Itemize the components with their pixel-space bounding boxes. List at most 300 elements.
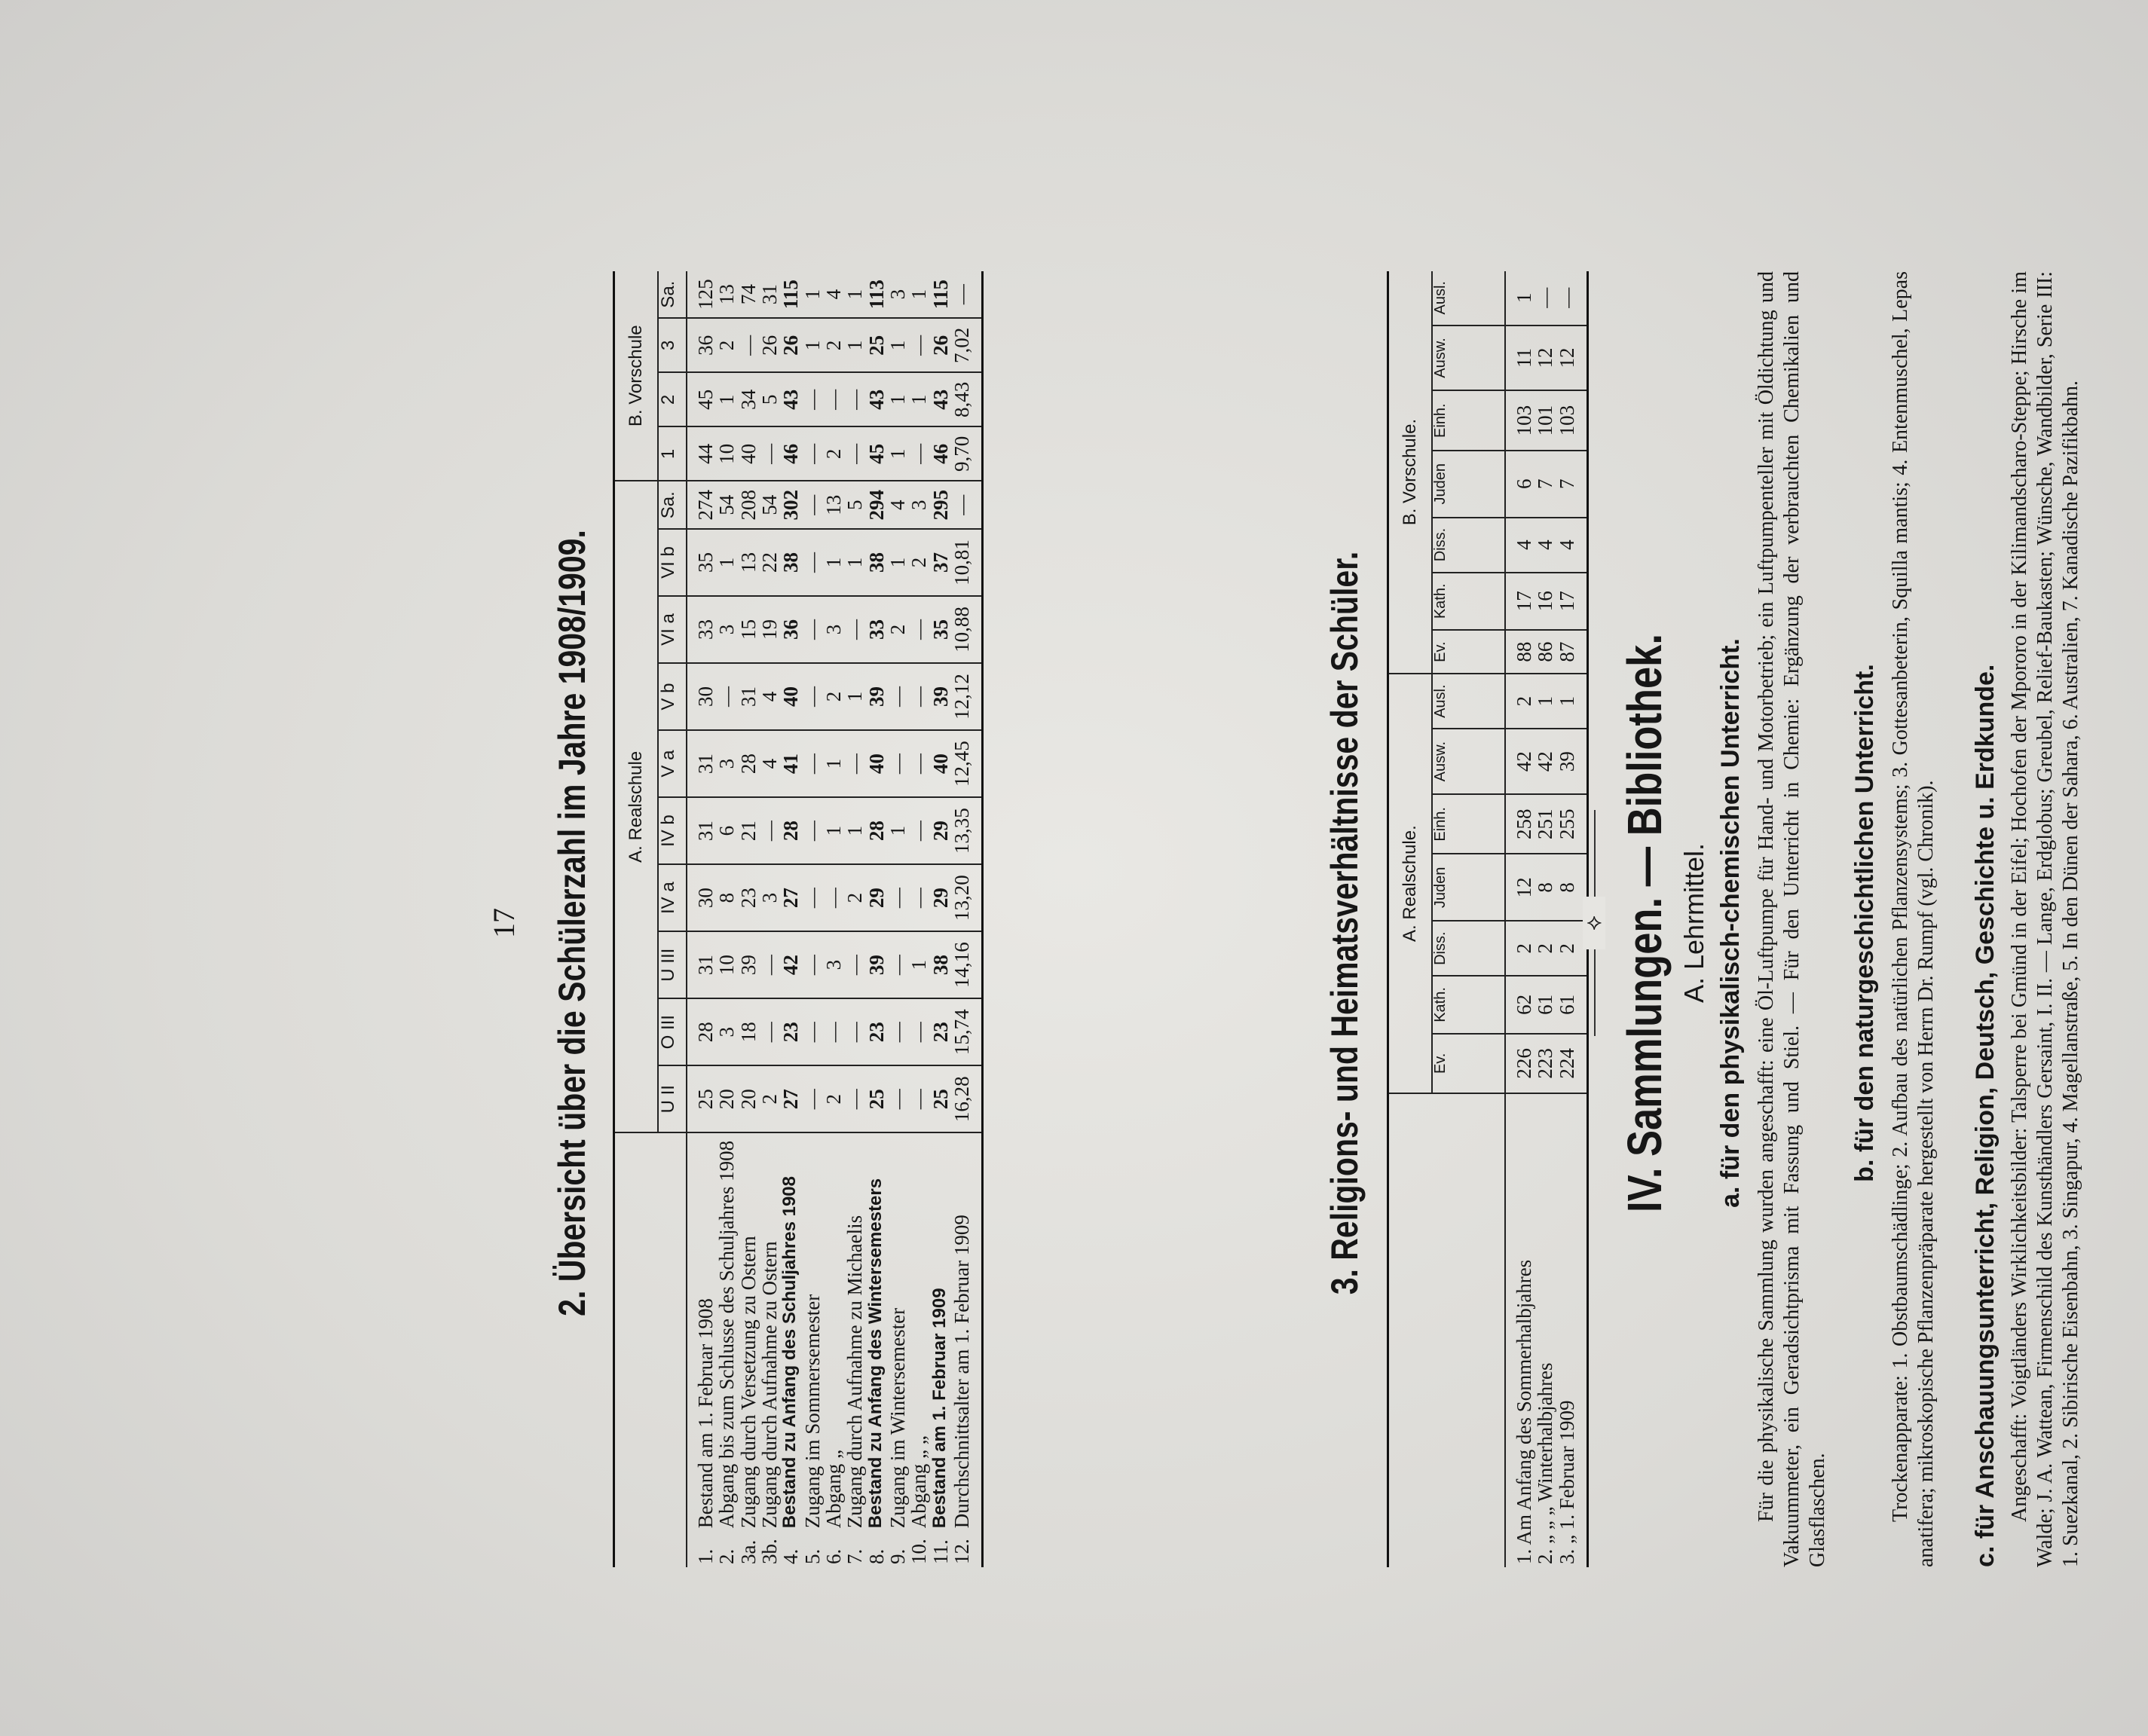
table-cell: — bbox=[823, 372, 844, 426]
table-cell: 15 bbox=[738, 596, 759, 663]
table-cell: 43 bbox=[780, 372, 801, 426]
table-cell: — bbox=[844, 1065, 865, 1132]
table-cell: 115 bbox=[780, 271, 801, 318]
column-header: Ausw. bbox=[1432, 326, 1505, 391]
row-label: Abgang bis zum Schlusse des Schuljahres 1908 bbox=[715, 1140, 739, 1529]
table-cell: — bbox=[908, 426, 929, 481]
table-cell: 3 bbox=[716, 730, 737, 797]
table-row bbox=[930, 271, 951, 1567]
table-cell: 74 bbox=[738, 271, 759, 318]
column-header: Ausl. bbox=[1432, 271, 1505, 326]
row-number: 1. bbox=[694, 1548, 717, 1564]
table-cell: 7 bbox=[1556, 451, 1588, 518]
table-cell: 39 bbox=[1556, 729, 1588, 794]
table-cell: — bbox=[759, 998, 780, 1065]
table-cell: 23 bbox=[738, 864, 759, 931]
table1-label-header bbox=[614, 1132, 687, 1567]
table-cell: — bbox=[802, 998, 823, 1065]
table-cell: 294 bbox=[866, 481, 887, 529]
section-title: IV. Sammlungen. — Bibliothek. bbox=[1617, 634, 1672, 1212]
table-cell: 23 bbox=[866, 998, 887, 1065]
row-label: Durchschnittsalter am 1. Februar 1909 bbox=[950, 1215, 974, 1529]
table-cell: 25 bbox=[866, 318, 887, 372]
column-header: VI b bbox=[658, 529, 687, 596]
table-cell: 35 bbox=[687, 529, 716, 596]
table-row bbox=[887, 271, 908, 1567]
table-cell: 4 bbox=[1535, 518, 1556, 573]
table-cell: 2 bbox=[844, 864, 865, 931]
column-header: Ev. bbox=[1432, 1034, 1505, 1093]
table-cell: 1 bbox=[844, 663, 865, 730]
ornament-icon: ⟡ bbox=[1583, 897, 1605, 949]
table1-title: 2. Übersicht über die Schülerzahl im Jahre 1908/1909. bbox=[551, 530, 593, 1316]
row-label: Bestand zu Anfang des Wintersemesters bbox=[864, 1178, 886, 1529]
column-header: Einh. bbox=[1432, 391, 1505, 451]
table-cell: 28 bbox=[866, 797, 887, 864]
table-cell: 115 bbox=[930, 271, 951, 318]
table-cell: 5 bbox=[844, 481, 865, 529]
table-cell: 40 bbox=[930, 730, 951, 797]
table-cell: 2 bbox=[1556, 921, 1588, 976]
table-cell: 4 bbox=[887, 481, 908, 529]
column-header: V b bbox=[658, 663, 687, 730]
row-number: 8. bbox=[864, 1548, 888, 1564]
row-label: 2. „ „ „ Winterhalbjahres bbox=[1534, 1362, 1557, 1564]
table-cell: — bbox=[844, 730, 865, 797]
table-cell: 2 bbox=[823, 1065, 844, 1132]
table-cell: 1 bbox=[1556, 674, 1588, 729]
row-label: Abgang „ bbox=[822, 1450, 846, 1529]
column-header: IV a bbox=[658, 864, 687, 931]
table-cell: 39 bbox=[866, 931, 887, 998]
table-cell: — bbox=[802, 663, 823, 730]
row-label: 3. „ 1. Februar 1909 bbox=[1555, 1400, 1578, 1564]
table-cell: 30 bbox=[687, 864, 716, 931]
table-cell: 1 bbox=[844, 318, 865, 372]
table-cell: 33 bbox=[866, 596, 887, 663]
table-cell: — bbox=[802, 529, 823, 596]
table-row bbox=[802, 271, 823, 1567]
table-cell: — bbox=[951, 481, 983, 529]
column-header: Kath. bbox=[1432, 976, 1505, 1034]
table-cell: — bbox=[908, 797, 929, 864]
row-label: Zugang durch Aufnahme zu Michaelis bbox=[843, 1215, 867, 1529]
table2-group-a-header: A. Realschule. bbox=[1388, 674, 1433, 1093]
table-cell: — bbox=[802, 372, 823, 426]
table-cell: 10,81 bbox=[951, 529, 983, 596]
table-cell: — bbox=[802, 797, 823, 864]
table-cell: 2 bbox=[1505, 674, 1535, 729]
table-cell: 39 bbox=[930, 663, 951, 730]
table-cell: 1 bbox=[908, 931, 929, 998]
table-cell: 28 bbox=[780, 797, 801, 864]
table-cell: 1 bbox=[887, 318, 908, 372]
column-header: VI a bbox=[658, 596, 687, 663]
table-cell: 1 bbox=[908, 271, 929, 318]
row-number: 9. bbox=[886, 1548, 910, 1564]
table-cell: — bbox=[802, 481, 823, 529]
table-cell: 1 bbox=[844, 797, 865, 864]
table-cell: 23 bbox=[930, 998, 951, 1065]
table-cell: 255 bbox=[1556, 794, 1588, 854]
table-cell: — bbox=[759, 426, 780, 481]
table-cell: — bbox=[908, 1065, 929, 1132]
table-row bbox=[780, 271, 801, 1567]
table-cell: 46 bbox=[930, 426, 951, 481]
table-cell: — bbox=[802, 596, 823, 663]
column-header: 3 bbox=[658, 318, 687, 372]
table-cell: 13 bbox=[823, 481, 844, 529]
table-cell: 2 bbox=[716, 318, 737, 372]
table-cell: 113 bbox=[866, 271, 887, 318]
table-cell: 88 bbox=[1505, 630, 1535, 674]
table-cell: — bbox=[908, 596, 929, 663]
table-cell: 37 bbox=[930, 529, 951, 596]
column-header: Ev. bbox=[1432, 630, 1505, 674]
table-cell: 42 bbox=[1505, 729, 1535, 794]
table-cell: 2 bbox=[823, 663, 844, 730]
table-cell: 38 bbox=[780, 529, 801, 596]
table-cell: 4 bbox=[823, 271, 844, 318]
table-cell: 13,35 bbox=[951, 797, 983, 864]
table-cell: — bbox=[844, 426, 865, 481]
table-cell: 1 bbox=[887, 529, 908, 596]
table-cell: 20 bbox=[738, 1065, 759, 1132]
paragraph-natural-history: Trockenapparate: 1. Obstbaumschädlinge; 2. Aufbau des natürlichen Pflanzensystems; 3. Gottesanbeterin, Squilla mantis; 4. Entenmuschel, Lepas anatifera; mikroskopische Pflanzenpräparate hergestellt von Herrn Dr. Rumpf (vgl. Chronik). bbox=[1889, 271, 1938, 1567]
table-cell: 36 bbox=[780, 596, 801, 663]
column-header: U II bbox=[658, 1065, 687, 1132]
table-cell: 1 bbox=[716, 372, 737, 426]
table-cell: 27 bbox=[780, 864, 801, 931]
heading-visual-instruction: c. für Anschauungsunterricht, Religion, Deutsch, Geschichte u. Erdkunde. bbox=[1971, 664, 2000, 1567]
table-cell: 11 bbox=[1505, 326, 1535, 391]
column-header: Diss. bbox=[1432, 518, 1505, 573]
table-cell: — bbox=[844, 596, 865, 663]
table-cell: 101 bbox=[1535, 391, 1556, 451]
table-cell: 103 bbox=[1556, 391, 1588, 451]
table-cell: 3 bbox=[716, 998, 737, 1065]
table-cell: — bbox=[951, 271, 983, 318]
paragraph-physics-chemistry: Für die physikalische Sammlung wurden angeschafft: eine Öl-Luftpumpe für Hand- und Motorbetrieb; ein Luftpumpenteller mit Öldichtung und Vakuummeter, ein Geradsichtprisma mit Fassung und Stiel. — Für den Unterricht in Chemie: Ergänzung der verbrauchten Chemikalien und Glasflaschen. bbox=[1755, 271, 1829, 1567]
table-cell: 17 bbox=[1505, 573, 1535, 631]
table-cell: 13 bbox=[738, 529, 759, 596]
row-label: Bestand am 1. Februar 1908 bbox=[694, 1298, 717, 1529]
table-row bbox=[866, 271, 887, 1567]
table-row bbox=[716, 271, 737, 1567]
table-cell: 25 bbox=[866, 1065, 887, 1132]
table-cell: 2 bbox=[823, 318, 844, 372]
table-cell: 12,12 bbox=[951, 663, 983, 730]
table-cell: 29 bbox=[930, 864, 951, 931]
table-cell: 208 bbox=[738, 481, 759, 529]
table-cell: 29 bbox=[866, 864, 887, 931]
table-cell: 26 bbox=[780, 318, 801, 372]
page-number: 17 bbox=[487, 908, 521, 938]
table-cell: 31 bbox=[687, 931, 716, 998]
table-row bbox=[823, 271, 844, 1567]
group-a-header: A. Realschule bbox=[614, 481, 659, 1132]
table-cell: 7,02 bbox=[951, 318, 983, 372]
row-label: Bestand am 1. Februar 1909 bbox=[929, 1288, 950, 1529]
rotated-page-content bbox=[298, 249, 2082, 1597]
column-header: Sa. bbox=[658, 481, 687, 529]
table-cell: 61 bbox=[1535, 976, 1556, 1034]
table-cell: 87 bbox=[1556, 630, 1588, 674]
table-cell: 12 bbox=[1556, 326, 1588, 391]
table-cell: 8,43 bbox=[951, 372, 983, 426]
table-cell: 31 bbox=[759, 271, 780, 318]
table-cell: 31 bbox=[738, 663, 759, 730]
row-label: Zugang durch Aufnahme zu Ostern bbox=[758, 1241, 782, 1529]
row-number: 5. bbox=[800, 1548, 824, 1564]
table-cell: — bbox=[887, 864, 908, 931]
table-cell: 25 bbox=[687, 1065, 716, 1132]
table-cell: 46 bbox=[780, 426, 801, 481]
table-cell: 38 bbox=[930, 931, 951, 998]
table-cell: 20 bbox=[716, 1065, 737, 1132]
row-label: Bestand zu Anfang des Schuljahres 1908 bbox=[779, 1176, 800, 1529]
table-cell: 22 bbox=[759, 529, 780, 596]
table-cell: 26 bbox=[930, 318, 951, 372]
row-number: 11. bbox=[929, 1539, 952, 1564]
table-cell: 302 bbox=[780, 481, 801, 529]
table-cell: — bbox=[844, 372, 865, 426]
table-cell: 1 bbox=[802, 318, 823, 372]
column-header: Juden bbox=[1432, 451, 1505, 518]
student-count-table bbox=[613, 271, 984, 1567]
table-cell: 7 bbox=[1535, 451, 1556, 518]
table-row bbox=[1505, 271, 1535, 1567]
table-cell: 9,70 bbox=[951, 426, 983, 481]
table-cell: 43 bbox=[930, 372, 951, 426]
table-row bbox=[759, 271, 780, 1567]
table-cell: 16,28 bbox=[951, 1065, 983, 1132]
table-cell: 6 bbox=[716, 797, 737, 864]
table2-title: 3. Religions- und Heimatsverhältnisse der Schüler. bbox=[1323, 551, 1366, 1295]
table-cell: 34 bbox=[738, 372, 759, 426]
table-cell: 2 bbox=[759, 1065, 780, 1132]
row-label: Abgang „ „ bbox=[907, 1435, 931, 1529]
table-cell: 4 bbox=[1556, 518, 1588, 573]
table-cell: 1 bbox=[1505, 271, 1535, 326]
table-cell: — bbox=[844, 931, 865, 998]
table-cell: 14,16 bbox=[951, 931, 983, 998]
row-number: 2. bbox=[715, 1548, 739, 1564]
table-cell: 41 bbox=[780, 730, 801, 797]
column-header: Ausw. bbox=[1432, 729, 1505, 794]
table-cell: 1 bbox=[802, 271, 823, 318]
table-cell: 8 bbox=[1556, 854, 1588, 921]
table-cell: 5 bbox=[759, 372, 780, 426]
table2-label-header bbox=[1388, 1093, 1506, 1567]
table-cell: 1 bbox=[823, 730, 844, 797]
table-cell: 86 bbox=[1535, 630, 1556, 674]
table-cell: 25 bbox=[930, 1065, 951, 1132]
column-header: O III bbox=[658, 998, 687, 1065]
table-cell: 3 bbox=[908, 481, 929, 529]
table-cell: — bbox=[759, 931, 780, 998]
table-cell: — bbox=[844, 998, 865, 1065]
table-cell: — bbox=[738, 318, 759, 372]
table-cell: — bbox=[887, 931, 908, 998]
table-cell: 36 bbox=[687, 318, 716, 372]
table-row bbox=[738, 271, 759, 1567]
table-cell: — bbox=[1556, 271, 1588, 326]
table-cell: 62 bbox=[1505, 976, 1535, 1034]
table-row bbox=[951, 271, 983, 1567]
table-cell: 258 bbox=[1505, 794, 1535, 854]
table-cell: — bbox=[802, 426, 823, 481]
row-label: Zugang durch Versetzung zu Ostern bbox=[736, 1236, 760, 1529]
table-cell: 3 bbox=[823, 596, 844, 663]
table-cell: 35 bbox=[930, 596, 951, 663]
table-cell: — bbox=[802, 1065, 823, 1132]
table-cell: 23 bbox=[780, 998, 801, 1065]
table-cell: — bbox=[759, 797, 780, 864]
table-cell: 2 bbox=[908, 529, 929, 596]
table-cell: 12 bbox=[1535, 326, 1556, 391]
table-cell: 3 bbox=[887, 271, 908, 318]
column-header: U III bbox=[658, 931, 687, 998]
table-cell: — bbox=[887, 998, 908, 1065]
table-cell: 2 bbox=[887, 596, 908, 663]
table-cell: 1 bbox=[908, 372, 929, 426]
table-cell: — bbox=[802, 730, 823, 797]
table-cell: 1 bbox=[887, 372, 908, 426]
table-row bbox=[844, 271, 865, 1567]
table-cell: 251 bbox=[1535, 794, 1556, 854]
table-cell: 39 bbox=[738, 931, 759, 998]
table-cell: 28 bbox=[687, 998, 716, 1065]
table-cell: 125 bbox=[687, 271, 716, 318]
column-header: IV b bbox=[658, 797, 687, 864]
table-cell: — bbox=[1535, 271, 1556, 326]
table-cell: 3 bbox=[716, 596, 737, 663]
table-cell: 3 bbox=[823, 931, 844, 998]
table-cell: 38 bbox=[866, 529, 887, 596]
religion-table bbox=[1387, 271, 1589, 1567]
table-cell: 17 bbox=[1556, 573, 1588, 631]
group-b-header: B. Vorschule bbox=[614, 271, 659, 481]
table-cell: 1 bbox=[823, 797, 844, 864]
table-cell: 10,88 bbox=[951, 596, 983, 663]
table-cell: 45 bbox=[687, 372, 716, 426]
table-cell: — bbox=[908, 318, 929, 372]
table-cell: 274 bbox=[687, 481, 716, 529]
table-cell: 54 bbox=[759, 481, 780, 529]
table-cell: — bbox=[908, 663, 929, 730]
table-cell: 43 bbox=[866, 372, 887, 426]
table-cell: 31 bbox=[687, 730, 716, 797]
column-header: Kath. bbox=[1432, 573, 1505, 631]
table-cell: 40 bbox=[866, 730, 887, 797]
table-cell: 15,74 bbox=[951, 998, 983, 1065]
table-cell: — bbox=[908, 864, 929, 931]
table-cell: — bbox=[908, 730, 929, 797]
table-cell: 61 bbox=[1556, 976, 1588, 1034]
table-cell: 224 bbox=[1556, 1034, 1588, 1093]
table-cell: 3 bbox=[759, 864, 780, 931]
table-cell: — bbox=[823, 864, 844, 931]
table-cell: 40 bbox=[738, 426, 759, 481]
table-cell: 13,20 bbox=[951, 864, 983, 931]
table-cell: 4 bbox=[1505, 518, 1535, 573]
table-cell: 29 bbox=[930, 797, 951, 864]
table-cell: — bbox=[887, 1065, 908, 1132]
row-number: 3b. bbox=[758, 1539, 782, 1564]
table-cell: 1 bbox=[844, 529, 865, 596]
table-cell: 31 bbox=[687, 797, 716, 864]
table-cell: — bbox=[887, 730, 908, 797]
table-cell: 16 bbox=[1535, 573, 1556, 631]
column-header: V a bbox=[658, 730, 687, 797]
table-cell: 226 bbox=[1505, 1034, 1535, 1093]
table-cell: 1 bbox=[1535, 674, 1556, 729]
row-number: 7. bbox=[843, 1548, 867, 1564]
column-header: Ausl. bbox=[1432, 674, 1505, 729]
heading-natural-history: b. für den naturgeschichtlichen Unterricht. bbox=[1850, 664, 1879, 1182]
table-cell: 12 bbox=[1505, 854, 1535, 921]
paragraph-visual-instruction: Angeschafft: Voigtländers Wirklichkeitsbilder: Talsperre bei Gmünd in der Eifel; Hochofen der Mpororo in der Kilimandscharo-Steppe; Hirsche im Walde; J. A. Wattean, Firmenschild des Kunsthändlers Gersaint, I. II. — Lange, Erdglobus; Greubel, Relief-Baukasten; Wünsche, Wandbilder, Serie III: 1. Suezkanal, 2. Sibirische Eisenbahn, 3. Singapur, 4. Magellanstraße, 5. In den Dünen der Sahara, 6. Australien, 7. Kanadische Pazifikbahn. bbox=[2008, 271, 2082, 1567]
row-number: 3a. bbox=[736, 1539, 760, 1564]
table-cell: 28 bbox=[738, 730, 759, 797]
table-cell: 10 bbox=[716, 931, 737, 998]
row-label: 1. Am Anfang des Sommerhalbjahres bbox=[1513, 1259, 1535, 1564]
column-header: Juden bbox=[1432, 854, 1505, 921]
table-cell: 39 bbox=[866, 663, 887, 730]
subsection-title: A. Lehrmittel. bbox=[1678, 842, 1709, 1004]
table-cell: 8 bbox=[1535, 854, 1556, 921]
table-cell: 6 bbox=[1505, 451, 1535, 518]
table-cell: 44 bbox=[687, 426, 716, 481]
table-cell: 40 bbox=[780, 663, 801, 730]
table-cell: 2 bbox=[823, 426, 844, 481]
row-number: 4. bbox=[779, 1548, 803, 1564]
table-cell: 2 bbox=[1505, 921, 1535, 976]
table-cell: 42 bbox=[780, 931, 801, 998]
table-cell: — bbox=[887, 663, 908, 730]
table-row bbox=[687, 271, 716, 1567]
table-cell: 54 bbox=[716, 481, 737, 529]
table-cell: 42 bbox=[1535, 729, 1556, 794]
row-number: 6. bbox=[822, 1548, 846, 1564]
table-cell: 26 bbox=[759, 318, 780, 372]
table-cell: 33 bbox=[687, 596, 716, 663]
heading-physics-chemistry: a. für den physikalisch-chemischen Unterricht. bbox=[1716, 638, 1745, 1208]
column-header: Sa. bbox=[658, 271, 687, 318]
table-cell: 18 bbox=[738, 998, 759, 1065]
column-header: 1 bbox=[658, 426, 687, 481]
table-cell: — bbox=[716, 663, 737, 730]
column-header: Diss. bbox=[1432, 921, 1505, 976]
table-row bbox=[908, 271, 929, 1567]
table-cell: 1 bbox=[887, 426, 908, 481]
table-cell: 10 bbox=[716, 426, 737, 481]
table-cell: — bbox=[802, 931, 823, 998]
column-header: 2 bbox=[658, 372, 687, 426]
table-cell: — bbox=[802, 864, 823, 931]
table-cell: 27 bbox=[780, 1065, 801, 1132]
table-cell: 4 bbox=[759, 663, 780, 730]
table-cell: 8 bbox=[716, 864, 737, 931]
table2-group-b-header: B. Vorschule. bbox=[1388, 271, 1433, 674]
table-cell: 1 bbox=[887, 797, 908, 864]
table-cell: 21 bbox=[738, 797, 759, 864]
table-cell: — bbox=[908, 998, 929, 1065]
table-row bbox=[1535, 271, 1556, 1567]
row-number: 10. bbox=[907, 1539, 931, 1564]
table-cell: 13 bbox=[716, 271, 737, 318]
